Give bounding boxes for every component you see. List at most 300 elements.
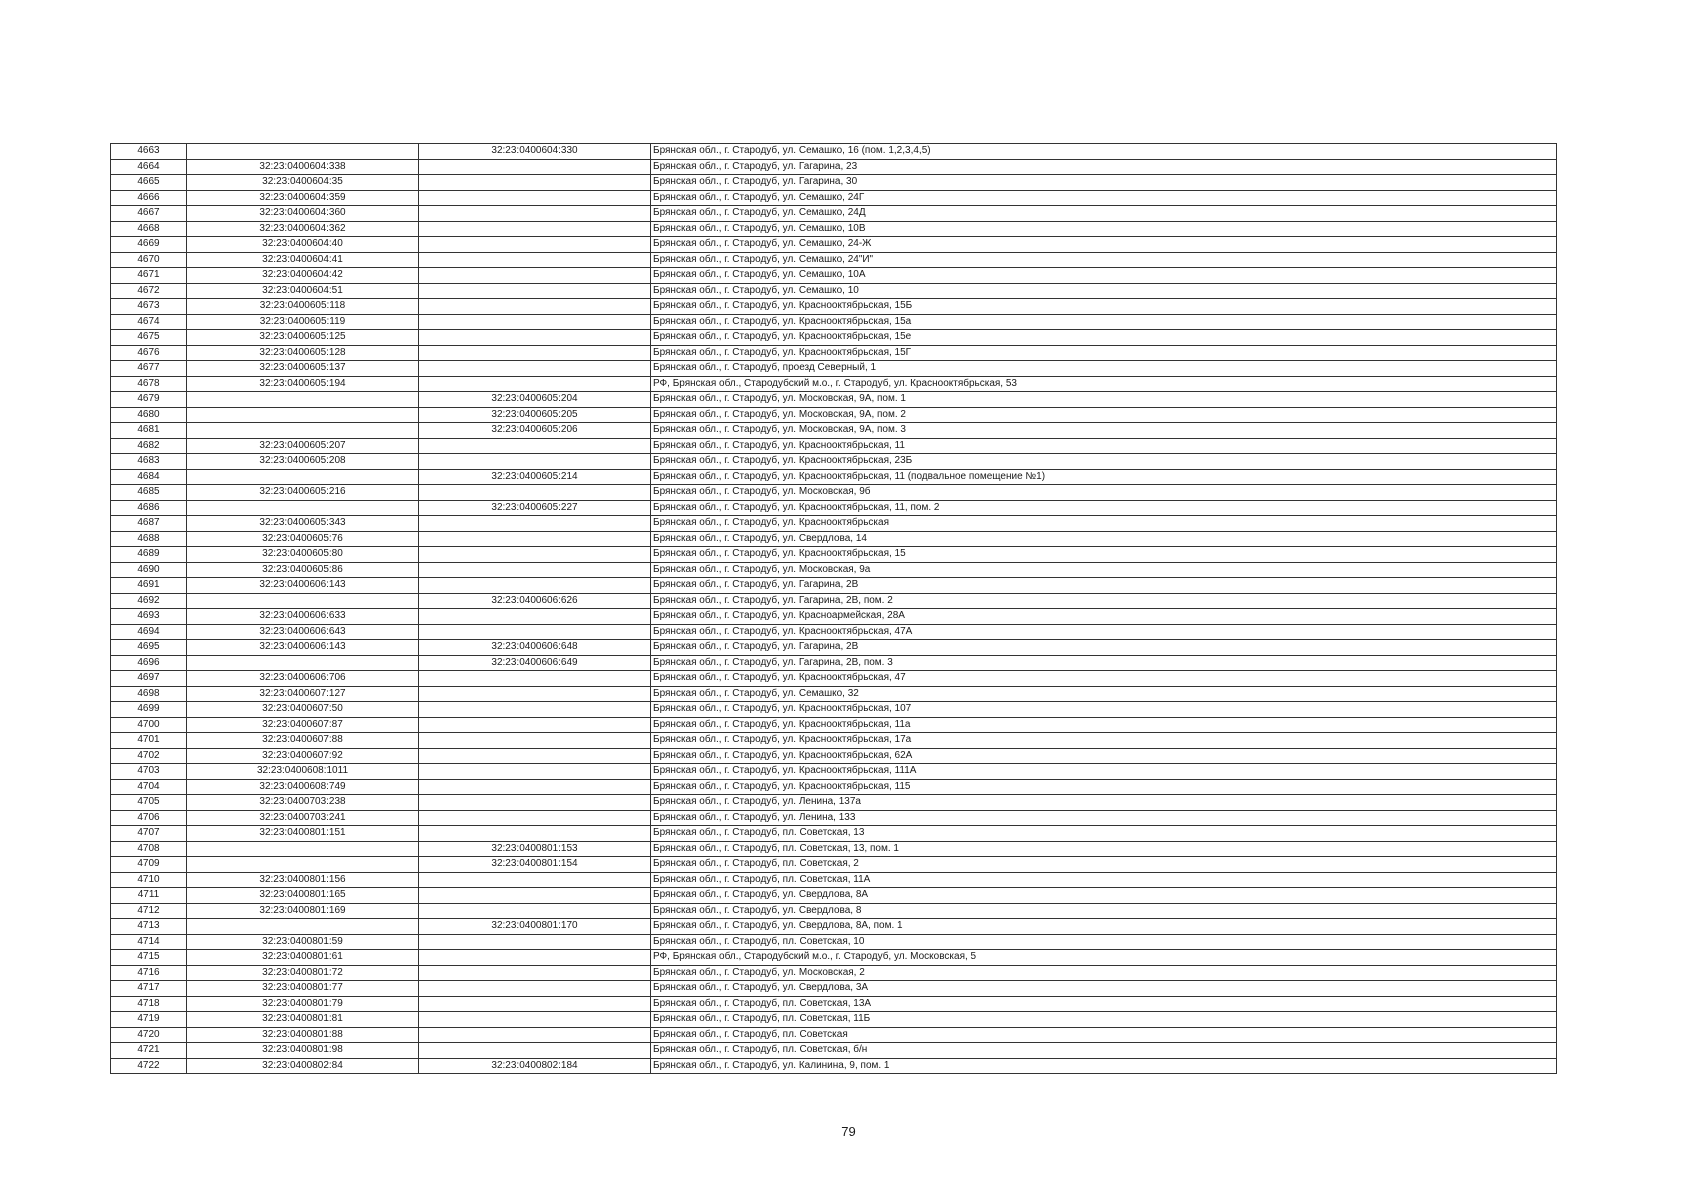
included-cadastral-number-cell	[419, 547, 651, 563]
row-number-cell: 4720	[111, 1027, 187, 1043]
cadastral-number-cell: 32:23:0400608:1011	[187, 764, 419, 780]
included-cadastral-number-cell	[419, 872, 651, 888]
table-row	[111, 764, 1557, 780]
included-cadastral-number-cell: 32:23:0400604:330	[419, 144, 651, 160]
table-row	[111, 593, 1557, 609]
row-number-cell: 4714	[111, 934, 187, 950]
row-number-cell: 4675	[111, 330, 187, 346]
address-cell: Брянская обл., г. Стародуб, пл. Советская, б/н	[651, 1043, 1557, 1059]
row-number-cell: 4688	[111, 531, 187, 547]
row-number-cell: 4697	[111, 671, 187, 687]
table-row	[111, 857, 1557, 873]
table-row	[111, 562, 1557, 578]
table-row	[111, 996, 1557, 1012]
row-number-cell: 4701	[111, 733, 187, 749]
table-row	[111, 144, 1557, 160]
address-cell: Брянская обл., г. Стародуб, ул. Свердлова, 3А	[651, 981, 1557, 997]
row-number-cell: 4696	[111, 655, 187, 671]
row-number-cell: 4677	[111, 361, 187, 377]
cadastral-number-cell: 32:23:0400607:92	[187, 748, 419, 764]
row-number-cell: 4711	[111, 888, 187, 904]
address-cell: Брянская обл., г. Стародуб, пл. Советская, 2	[651, 857, 1557, 873]
table-row	[111, 454, 1557, 470]
cadastral-number-cell: 32:23:0400802:84	[187, 1058, 419, 1074]
cadastral-number-cell: 32:23:0400605:343	[187, 516, 419, 532]
cadastral-number-cell: 32:23:0400801:169	[187, 903, 419, 919]
cadastral-number-cell: 32:23:0400801:81	[187, 1012, 419, 1028]
row-number-cell: 4695	[111, 640, 187, 656]
included-cadastral-number-cell	[419, 159, 651, 175]
cadastral-number-cell: 32:23:0400801:77	[187, 981, 419, 997]
table-row	[111, 748, 1557, 764]
table-row	[111, 159, 1557, 175]
address-cell: Брянская обл., г. Стародуб, ул. Московская, 9А, пом. 1	[651, 392, 1557, 408]
cadastral-number-cell: 32:23:0400801:61	[187, 950, 419, 966]
table-row	[111, 221, 1557, 237]
table-row	[111, 1027, 1557, 1043]
row-number-cell: 4721	[111, 1043, 187, 1059]
row-number-cell: 4719	[111, 1012, 187, 1028]
table-row	[111, 206, 1557, 222]
table-row	[111, 283, 1557, 299]
table-row	[111, 1012, 1557, 1028]
included-cadastral-number-cell	[419, 454, 651, 470]
address-cell: РФ, Брянская обл., Стародубский м.о., г. Стародуб, ул. Московская, 5	[651, 950, 1557, 966]
included-cadastral-number-cell	[419, 221, 651, 237]
address-cell: Брянская обл., г. Стародуб, ул. Московская, 9А, пом. 3	[651, 423, 1557, 439]
table-row	[111, 407, 1557, 423]
address-cell: Брянская обл., г. Стародуб, ул. Краснооктябрьская	[651, 516, 1557, 532]
row-number-cell: 4670	[111, 252, 187, 268]
table-row	[111, 733, 1557, 749]
table-row	[111, 578, 1557, 594]
table-row	[111, 609, 1557, 625]
table-row	[111, 345, 1557, 361]
row-number-cell: 4699	[111, 702, 187, 718]
address-cell: Брянская обл., г. Стародуб, ул. Краснооктябрьская, 47	[651, 671, 1557, 687]
included-cadastral-number-cell	[419, 981, 651, 997]
cadastral-number-cell: 32:23:0400607:87	[187, 717, 419, 733]
table-row	[111, 640, 1557, 656]
address-cell: Брянская обл., г. Стародуб, ул. Краснооктябрьская, 11 (подвальное помещение №1)	[651, 469, 1557, 485]
cadastral-number-cell: 32:23:0400607:50	[187, 702, 419, 718]
cadastral-number-cell: 32:23:0400801:165	[187, 888, 419, 904]
address-cell: Брянская обл., г. Стародуб, ул. Гагарина, 23	[651, 159, 1557, 175]
address-cell: Брянская обл., г. Стародуб, ул. Ленина, 133	[651, 810, 1557, 826]
included-cadastral-number-cell	[419, 733, 651, 749]
property-register-table	[110, 143, 1557, 1074]
table-row	[111, 1043, 1557, 1059]
included-cadastral-number-cell: 32:23:0400605:206	[419, 423, 651, 439]
included-cadastral-number-cell	[419, 934, 651, 950]
included-cadastral-number-cell	[419, 516, 651, 532]
table-row	[111, 1058, 1557, 1074]
row-number-cell: 4689	[111, 547, 187, 563]
row-number-cell: 4704	[111, 779, 187, 795]
included-cadastral-number-cell	[419, 252, 651, 268]
cadastral-number-cell: 32:23:0400604:42	[187, 268, 419, 284]
included-cadastral-number-cell: 32:23:0400605:214	[419, 469, 651, 485]
address-cell: Брянская обл., г. Стародуб, ул. Краснооктябрьская, 111А	[651, 764, 1557, 780]
included-cadastral-number-cell	[419, 888, 651, 904]
row-number-cell: 4668	[111, 221, 187, 237]
address-cell: Брянская обл., г. Стародуб, пл. Советская, 11Б	[651, 1012, 1557, 1028]
included-cadastral-number-cell	[419, 299, 651, 315]
address-cell: Брянская обл., г. Стародуб, ул. Краснооктябрьская, 115	[651, 779, 1557, 795]
cadastral-number-cell	[187, 919, 419, 935]
cadastral-number-cell: 32:23:0400801:79	[187, 996, 419, 1012]
included-cadastral-number-cell	[419, 345, 651, 361]
cadastral-number-cell: 32:23:0400606:143	[187, 640, 419, 656]
included-cadastral-number-cell	[419, 717, 651, 733]
row-number-cell: 4693	[111, 609, 187, 625]
table-row	[111, 237, 1557, 253]
address-cell: Брянская обл., г. Стародуб, ул. Московская, 2	[651, 965, 1557, 981]
included-cadastral-number-cell	[419, 624, 651, 640]
table-row	[111, 376, 1557, 392]
row-number-cell: 4700	[111, 717, 187, 733]
included-cadastral-number-cell	[419, 206, 651, 222]
cadastral-number-cell: 32:23:0400607:127	[187, 686, 419, 702]
address-cell: Брянская обл., г. Стародуб, ул. Гагарина, 2В, пом. 2	[651, 593, 1557, 609]
table-row	[111, 299, 1557, 315]
table-row	[111, 795, 1557, 811]
row-number-cell: 4713	[111, 919, 187, 935]
address-cell: Брянская обл., г. Стародуб, проезд Северный, 1	[651, 361, 1557, 377]
address-cell: Брянская обл., г. Стародуб, ул. Московская, 9а	[651, 562, 1557, 578]
row-number-cell: 4710	[111, 872, 187, 888]
row-number-cell: 4691	[111, 578, 187, 594]
row-number-cell: 4684	[111, 469, 187, 485]
address-cell: Брянская обл., г. Стародуб, ул. Краснооктябрьская, 107	[651, 702, 1557, 718]
row-number-cell: 4694	[111, 624, 187, 640]
address-cell: Брянская обл., г. Стародуб, ул. Семашко, 10В	[651, 221, 1557, 237]
address-cell: Брянская обл., г. Стародуб, ул. Калинина, 9, пом. 1	[651, 1058, 1557, 1074]
included-cadastral-number-cell: 32:23:0400606:648	[419, 640, 651, 656]
table-row	[111, 888, 1557, 904]
cadastral-number-cell: 32:23:0400604:338	[187, 159, 419, 175]
address-cell: Брянская обл., г. Стародуб, ул. Краснооктябрьская, 11	[651, 438, 1557, 454]
included-cadastral-number-cell	[419, 1012, 651, 1028]
address-cell: Брянская обл., г. Стародуб, ул. Гагарина, 30	[651, 175, 1557, 191]
included-cadastral-number-cell	[419, 1043, 651, 1059]
address-cell: Брянская обл., г. Стародуб, ул. Краснооктябрьская, 11а	[651, 717, 1557, 733]
address-cell: РФ, Брянская обл., Стародубский м.о., г. Стародуб, ул. Краснооктябрьская, 53	[651, 376, 1557, 392]
address-cell: Брянская обл., г. Стародуб, ул. Семашко, 24"И"	[651, 252, 1557, 268]
table-row	[111, 872, 1557, 888]
table-row	[111, 469, 1557, 485]
row-number-cell: 4669	[111, 237, 187, 253]
row-number-cell: 4717	[111, 981, 187, 997]
address-cell: Брянская обл., г. Стародуб, ул. Свердлова, 8А	[651, 888, 1557, 904]
included-cadastral-number-cell	[419, 764, 651, 780]
cadastral-number-cell: 32:23:0400605:125	[187, 330, 419, 346]
row-number-cell: 4702	[111, 748, 187, 764]
row-number-cell: 4686	[111, 500, 187, 516]
cadastral-number-cell: 32:23:0400605:137	[187, 361, 419, 377]
address-cell: Брянская обл., г. Стародуб, ул. Краснооктябрьская, 15Б	[651, 299, 1557, 315]
table-row	[111, 671, 1557, 687]
included-cadastral-number-cell	[419, 748, 651, 764]
included-cadastral-number-cell	[419, 965, 651, 981]
address-cell: Брянская обл., г. Стародуб, ул. Семашко, 24Д	[651, 206, 1557, 222]
included-cadastral-number-cell	[419, 283, 651, 299]
row-number-cell: 4709	[111, 857, 187, 873]
cadastral-number-cell: 32:23:0400605:86	[187, 562, 419, 578]
cadastral-number-cell: 32:23:0400605:76	[187, 531, 419, 547]
included-cadastral-number-cell	[419, 686, 651, 702]
row-number-cell: 4692	[111, 593, 187, 609]
cadastral-number-cell: 32:23:0400604:35	[187, 175, 419, 191]
cadastral-number-cell: 32:23:0400606:143	[187, 578, 419, 594]
address-cell: Брянская обл., г. Стародуб, ул. Свердлова, 14	[651, 531, 1557, 547]
address-cell: Брянская обл., г. Стародуб, пл. Советская, 10	[651, 934, 1557, 950]
row-number-cell: 4685	[111, 485, 187, 501]
cadastral-number-cell: 32:23:0400801:72	[187, 965, 419, 981]
cadastral-number-cell: 32:23:0400703:241	[187, 810, 419, 826]
table-row	[111, 516, 1557, 532]
table-row	[111, 810, 1557, 826]
included-cadastral-number-cell	[419, 810, 651, 826]
address-cell: Брянская обл., г. Стародуб, ул. Краснооктябрьская, 15е	[651, 330, 1557, 346]
included-cadastral-number-cell: 32:23:0400605:227	[419, 500, 651, 516]
address-cell: Брянская обл., г. Стародуб, ул. Краснооктябрьская, 23Б	[651, 454, 1557, 470]
table-row	[111, 330, 1557, 346]
table-row	[111, 934, 1557, 950]
address-cell: Брянская обл., г. Стародуб, ул. Краснооктябрьская, 15	[651, 547, 1557, 563]
cadastral-number-cell: 32:23:0400605:216	[187, 485, 419, 501]
cadastral-number-cell: 32:23:0400604:41	[187, 252, 419, 268]
address-cell: Брянская обл., г. Стародуб, ул. Краснооктябрьская, 11, пом. 2	[651, 500, 1557, 516]
address-cell: Брянская обл., г. Стародуб, ул. Семашко, 32	[651, 686, 1557, 702]
cadastral-number-cell: 32:23:0400605:128	[187, 345, 419, 361]
included-cadastral-number-cell	[419, 268, 651, 284]
table-row	[111, 702, 1557, 718]
included-cadastral-number-cell: 32:23:0400605:204	[419, 392, 651, 408]
cadastral-number-cell: 32:23:0400605:208	[187, 454, 419, 470]
address-cell: Брянская обл., г. Стародуб, ул. Семашко, 24-Ж	[651, 237, 1557, 253]
row-number-cell: 4664	[111, 159, 187, 175]
table-row	[111, 268, 1557, 284]
address-cell: Брянская обл., г. Стародуб, ул. Краснооктябрьская, 62А	[651, 748, 1557, 764]
included-cadastral-number-cell	[419, 578, 651, 594]
address-cell: Брянская обл., г. Стародуб, пл. Советская, 13, пом. 1	[651, 841, 1557, 857]
included-cadastral-number-cell	[419, 314, 651, 330]
address-cell: Брянская обл., г. Стародуб, ул. Семашко, 10	[651, 283, 1557, 299]
address-cell: Брянская обл., г. Стародуб, ул. Семашко, 24Г	[651, 190, 1557, 206]
table-row	[111, 950, 1557, 966]
cadastral-number-cell: 32:23:0400604:40	[187, 237, 419, 253]
table-row	[111, 919, 1557, 935]
address-cell: Брянская обл., г. Стародуб, ул. Семашко, 10А	[651, 268, 1557, 284]
cadastral-number-cell	[187, 857, 419, 873]
included-cadastral-number-cell: 32:23:0400606:649	[419, 655, 651, 671]
included-cadastral-number-cell	[419, 795, 651, 811]
row-number-cell: 4698	[111, 686, 187, 702]
table-row	[111, 438, 1557, 454]
row-number-cell: 4687	[111, 516, 187, 532]
row-number-cell: 4712	[111, 903, 187, 919]
cadastral-number-cell	[187, 469, 419, 485]
row-number-cell: 4722	[111, 1058, 187, 1074]
address-cell: Брянская обл., г. Стародуб, пл. Советская, 13А	[651, 996, 1557, 1012]
address-cell: Брянская обл., г. Стародуб, ул. Краснооктябрьская, 15а	[651, 314, 1557, 330]
included-cadastral-number-cell	[419, 190, 651, 206]
table-row	[111, 779, 1557, 795]
cadastral-number-cell	[187, 144, 419, 160]
included-cadastral-number-cell	[419, 330, 651, 346]
table-row	[111, 717, 1557, 733]
cadastral-number-cell: 32:23:0400703:238	[187, 795, 419, 811]
included-cadastral-number-cell	[419, 562, 651, 578]
cadastral-number-cell: 32:23:0400801:98	[187, 1043, 419, 1059]
included-cadastral-number-cell	[419, 826, 651, 842]
address-cell: Брянская обл., г. Стародуб, ул. Краснооктябрьская, 15Г	[651, 345, 1557, 361]
row-number-cell: 4681	[111, 423, 187, 439]
row-number-cell: 4703	[111, 764, 187, 780]
address-cell: Брянская обл., г. Стародуб, ул. Семашко, 16 (пом. 1,2,3,4,5)	[651, 144, 1557, 160]
included-cadastral-number-cell	[419, 779, 651, 795]
address-cell: Брянская обл., г. Стародуб, ул. Гагарина, 2В, пом. 3	[651, 655, 1557, 671]
cadastral-number-cell	[187, 593, 419, 609]
row-number-cell: 4705	[111, 795, 187, 811]
address-cell: Брянская обл., г. Стародуб, ул. Гагарина, 2В	[651, 578, 1557, 594]
table-row	[111, 624, 1557, 640]
row-number-cell: 4680	[111, 407, 187, 423]
included-cadastral-number-cell	[419, 903, 651, 919]
table-row	[111, 903, 1557, 919]
row-number-cell: 4666	[111, 190, 187, 206]
cadastral-number-cell: 32:23:0400801:59	[187, 934, 419, 950]
cadastral-number-cell: 32:23:0400604:359	[187, 190, 419, 206]
table-row	[111, 655, 1557, 671]
address-cell: Брянская обл., г. Стародуб, ул. Краснооктябрьская, 17а	[651, 733, 1557, 749]
table-row	[111, 314, 1557, 330]
included-cadastral-number-cell	[419, 485, 651, 501]
row-number-cell: 4676	[111, 345, 187, 361]
row-number-cell: 4683	[111, 454, 187, 470]
row-number-cell: 4715	[111, 950, 187, 966]
property-register-body	[111, 144, 1557, 1074]
row-number-cell: 4706	[111, 810, 187, 826]
row-number-cell: 4667	[111, 206, 187, 222]
cadastral-number-cell	[187, 500, 419, 516]
table-row	[111, 981, 1557, 997]
included-cadastral-number-cell	[419, 609, 651, 625]
row-number-cell: 4707	[111, 826, 187, 842]
address-cell: Брянская обл., г. Стародуб, пл. Советская, 13	[651, 826, 1557, 842]
included-cadastral-number-cell: 32:23:0400801:154	[419, 857, 651, 873]
cadastral-number-cell: 32:23:0400605:119	[187, 314, 419, 330]
included-cadastral-number-cell	[419, 702, 651, 718]
included-cadastral-number-cell	[419, 438, 651, 454]
table-row	[111, 547, 1557, 563]
row-number-cell: 4674	[111, 314, 187, 330]
cadastral-number-cell: 32:23:0400604:362	[187, 221, 419, 237]
included-cadastral-number-cell: 32:23:0400606:626	[419, 593, 651, 609]
cadastral-number-cell	[187, 392, 419, 408]
cadastral-number-cell: 32:23:0400801:151	[187, 826, 419, 842]
table-row	[111, 841, 1557, 857]
cadastral-number-cell: 32:23:0400604:360	[187, 206, 419, 222]
cadastral-number-cell	[187, 407, 419, 423]
cadastral-number-cell	[187, 655, 419, 671]
cadastral-number-cell: 32:23:0400606:633	[187, 609, 419, 625]
included-cadastral-number-cell	[419, 1027, 651, 1043]
row-number-cell: 4708	[111, 841, 187, 857]
cadastral-number-cell: 32:23:0400607:88	[187, 733, 419, 749]
page-number: 79	[841, 1124, 856, 1139]
row-number-cell: 4718	[111, 996, 187, 1012]
included-cadastral-number-cell	[419, 996, 651, 1012]
included-cadastral-number-cell	[419, 950, 651, 966]
included-cadastral-number-cell: 32:23:0400802:184	[419, 1058, 651, 1074]
included-cadastral-number-cell: 32:23:0400801:153	[419, 841, 651, 857]
address-cell: Брянская обл., г. Стародуб, ул. Московская, 9б	[651, 485, 1557, 501]
row-number-cell: 4678	[111, 376, 187, 392]
table-row	[111, 965, 1557, 981]
cadastral-number-cell: 32:23:0400606:643	[187, 624, 419, 640]
address-cell: Брянская обл., г. Стародуб, ул. Ленина, 137а	[651, 795, 1557, 811]
row-number-cell: 4679	[111, 392, 187, 408]
included-cadastral-number-cell	[419, 531, 651, 547]
cadastral-number-cell: 32:23:0400606:706	[187, 671, 419, 687]
address-cell: Брянская обл., г. Стародуб, ул. Свердлова, 8	[651, 903, 1557, 919]
table-row	[111, 686, 1557, 702]
row-number-cell: 4673	[111, 299, 187, 315]
address-cell: Брянская обл., г. Стародуб, ул. Гагарина, 2В	[651, 640, 1557, 656]
included-cadastral-number-cell	[419, 361, 651, 377]
row-number-cell: 4690	[111, 562, 187, 578]
table-row	[111, 361, 1557, 377]
included-cadastral-number-cell	[419, 175, 651, 191]
address-cell: Брянская обл., г. Стародуб, ул. Краснооктябрьская, 47А	[651, 624, 1557, 640]
cadastral-number-cell: 32:23:0400605:80	[187, 547, 419, 563]
cadastral-number-cell: 32:23:0400605:207	[187, 438, 419, 454]
row-number-cell: 4671	[111, 268, 187, 284]
table-row	[111, 531, 1557, 547]
table-row	[111, 423, 1557, 439]
included-cadastral-number-cell	[419, 671, 651, 687]
included-cadastral-number-cell	[419, 237, 651, 253]
table-row	[111, 252, 1557, 268]
address-cell: Брянская обл., г. Стародуб, пл. Советская	[651, 1027, 1557, 1043]
table-row	[111, 485, 1557, 501]
table-row	[111, 175, 1557, 191]
included-cadastral-number-cell: 32:23:0400605:205	[419, 407, 651, 423]
row-number-cell: 4663	[111, 144, 187, 160]
cadastral-number-cell: 32:23:0400605:194	[187, 376, 419, 392]
table-row	[111, 500, 1557, 516]
table-row	[111, 190, 1557, 206]
cadastral-number-cell: 32:23:0400801:156	[187, 872, 419, 888]
cadastral-number-cell: 32:23:0400605:118	[187, 299, 419, 315]
cadastral-number-cell	[187, 423, 419, 439]
cadastral-number-cell: 32:23:0400801:88	[187, 1027, 419, 1043]
table-row	[111, 392, 1557, 408]
row-number-cell: 4682	[111, 438, 187, 454]
table-row	[111, 826, 1557, 842]
row-number-cell: 4716	[111, 965, 187, 981]
address-cell: Брянская обл., г. Стародуб, ул. Московская, 9А, пом. 2	[651, 407, 1557, 423]
address-cell: Брянская обл., г. Стародуб, пл. Советская, 11А	[651, 872, 1557, 888]
included-cadastral-number-cell: 32:23:0400801:170	[419, 919, 651, 935]
address-cell: Брянская обл., г. Стародуб, ул. Свердлова, 8А, пом. 1	[651, 919, 1557, 935]
row-number-cell: 4665	[111, 175, 187, 191]
cadastral-number-cell	[187, 841, 419, 857]
row-number-cell: 4672	[111, 283, 187, 299]
cadastral-number-cell: 32:23:0400604:51	[187, 283, 419, 299]
